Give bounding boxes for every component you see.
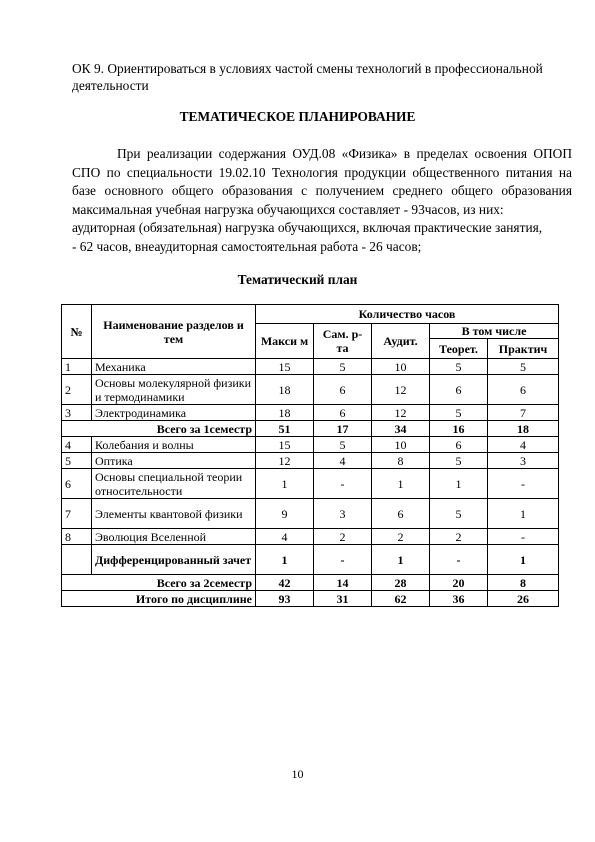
total-label: Всего за 2семестр [62, 575, 256, 591]
header-pract: Практич [488, 339, 559, 359]
row-number: 3 [62, 405, 92, 421]
para-line: максимальная учебная нагрузка обучающихся составляет - 93часов, из них: [72, 201, 504, 217]
cell-aud: 6 [372, 499, 430, 529]
row-name: Эволюция Вселенной [92, 529, 256, 545]
cell-sam: 3 [314, 499, 372, 529]
para-line: СПО по специальности 19.02.10 Технология продукции общественного питания на [72, 164, 572, 180]
cell-max: 42 [256, 575, 314, 591]
cell-max: 15 [256, 359, 314, 375]
header-max: Макси м [256, 324, 314, 359]
cell-pract: - [488, 469, 559, 499]
ok9-text: ОК 9. Ориентироваться в условиях частой смены технологий в профессиональной деятельности [72, 61, 543, 93]
cell-pract: 8 [488, 575, 559, 591]
cell-pract: 5 [488, 359, 559, 375]
cell-max: 1 [256, 545, 314, 575]
total-label: Всего за 1семестр [62, 421, 256, 437]
cell-max: 93 [256, 591, 314, 607]
cell-max: 1 [256, 469, 314, 499]
table-row [62, 529, 559, 545]
cell-pract: 1 [488, 499, 559, 529]
total-row [62, 591, 559, 607]
row-name: Основы молекулярной физики и термодинамики [92, 375, 256, 405]
table-row [62, 359, 559, 375]
cell-theor: 6 [430, 437, 488, 453]
cell-pract: 1 [488, 545, 559, 575]
row-number: 6 [62, 469, 92, 499]
header-num: № [62, 305, 92, 359]
table-row [62, 545, 559, 575]
cell-theor: 16 [430, 421, 488, 437]
table-caption: Тематический план [237, 272, 358, 287]
row-name: Основы специальной теории относительности [92, 469, 256, 499]
cell-pract: 4 [488, 437, 559, 453]
cell-max: 9 [256, 499, 314, 529]
cell-theor: 36 [430, 591, 488, 607]
cell-pract: 3 [488, 453, 559, 469]
table-row [62, 437, 559, 453]
cell-aud: 10 [372, 359, 430, 375]
cell-aud: 12 [372, 375, 430, 405]
cell-theor: 5 [430, 453, 488, 469]
row-number: 4 [62, 437, 92, 453]
para-line: аудиторная (обязательная) нагрузка обучающихся, включая практические занятия, [72, 220, 543, 235]
row-name: Элементы квантовой физики [92, 499, 256, 529]
cell-sam: 5 [314, 437, 372, 453]
intro-paragraph [72, 145, 572, 256]
row-name: Оптика [92, 453, 256, 469]
cell-sam: 2 [314, 529, 372, 545]
para-line: базе основного общего образования с получением среднего общего образования [72, 183, 572, 198]
row-name: Электродинамика [92, 405, 256, 421]
table-row [62, 375, 559, 405]
cell-aud: 62 [372, 591, 430, 607]
cell-max: 18 [256, 405, 314, 421]
cell-pract: 6 [488, 375, 559, 405]
cell-sam: 4 [314, 453, 372, 469]
cell-aud: 28 [372, 575, 430, 591]
row-number: 8 [62, 529, 92, 545]
cell-sam: 6 [314, 405, 372, 421]
cell-pract: 18 [488, 421, 559, 437]
table-row [62, 453, 559, 469]
thematic-plan-table [61, 304, 559, 607]
row-number: 5 [62, 453, 92, 469]
cell-pract: 26 [488, 591, 559, 607]
cell-sam: 5 [314, 359, 372, 375]
table-row [62, 469, 559, 499]
section-heading: ТЕМАТИЧЕСКОЕ ПЛАНИРОВАНИЕ [179, 109, 416, 124]
row-name: Колебания и волны [92, 437, 256, 453]
row-number: 1 [62, 359, 92, 375]
cell-sam: - [314, 545, 372, 575]
cell-pract: 7 [488, 405, 559, 421]
para-line: - 62 часов, внеаудиторная самостоятельная работа - 26 часов; [72, 238, 422, 254]
cell-sam: 17 [314, 421, 372, 437]
cell-theor: 5 [430, 405, 488, 421]
total-row [62, 421, 559, 437]
cell-theor: 2 [430, 529, 488, 545]
cell-max: 4 [256, 529, 314, 545]
cell-pract: - [488, 529, 559, 545]
header-quantity: Количество часов [256, 305, 559, 324]
header-name: Наименование разделов и тем [92, 305, 256, 359]
cell-aud: 10 [372, 437, 430, 453]
header-in-total: В том числе [430, 324, 559, 339]
page-number: 10 [291, 767, 304, 781]
para-line: При реализации содержания ОУД.08 «Физика» в пределах освоения ОПОП [117, 146, 572, 161]
cell-aud: 34 [372, 421, 430, 437]
total-label: Итого по дисциплине [62, 591, 256, 607]
cell-aud: 1 [372, 545, 430, 575]
cell-sam: 31 [314, 591, 372, 607]
table-row [62, 405, 559, 421]
cell-theor: 1 [430, 469, 488, 499]
cell-theor: - [430, 545, 488, 575]
cell-aud: 1 [372, 469, 430, 499]
cell-aud: 2 [372, 529, 430, 545]
cell-theor: 20 [430, 575, 488, 591]
cell-aud: 8 [372, 453, 430, 469]
row-number: 2 [62, 375, 92, 405]
cell-aud: 12 [372, 405, 430, 421]
header-audit: Аудит. [372, 324, 430, 359]
total-row [62, 575, 559, 591]
cell-sam: 6 [314, 375, 372, 405]
cell-theor: 5 [430, 359, 488, 375]
table-row [62, 499, 559, 529]
row-number [62, 545, 92, 575]
row-number: 7 [62, 499, 92, 529]
cell-max: 12 [256, 453, 314, 469]
header-sam: Сам. р-та [314, 324, 372, 359]
cell-sam: 14 [314, 575, 372, 591]
cell-max: 15 [256, 437, 314, 453]
row-name: Дифференцированный зачет [92, 545, 256, 575]
cell-max: 18 [256, 375, 314, 405]
cell-max: 51 [256, 421, 314, 437]
row-name: Механика [92, 359, 256, 375]
cell-sam: - [314, 469, 372, 499]
cell-theor: 6 [430, 375, 488, 405]
cell-theor: 5 [430, 499, 488, 529]
header-theor: Теорет. [430, 339, 488, 359]
